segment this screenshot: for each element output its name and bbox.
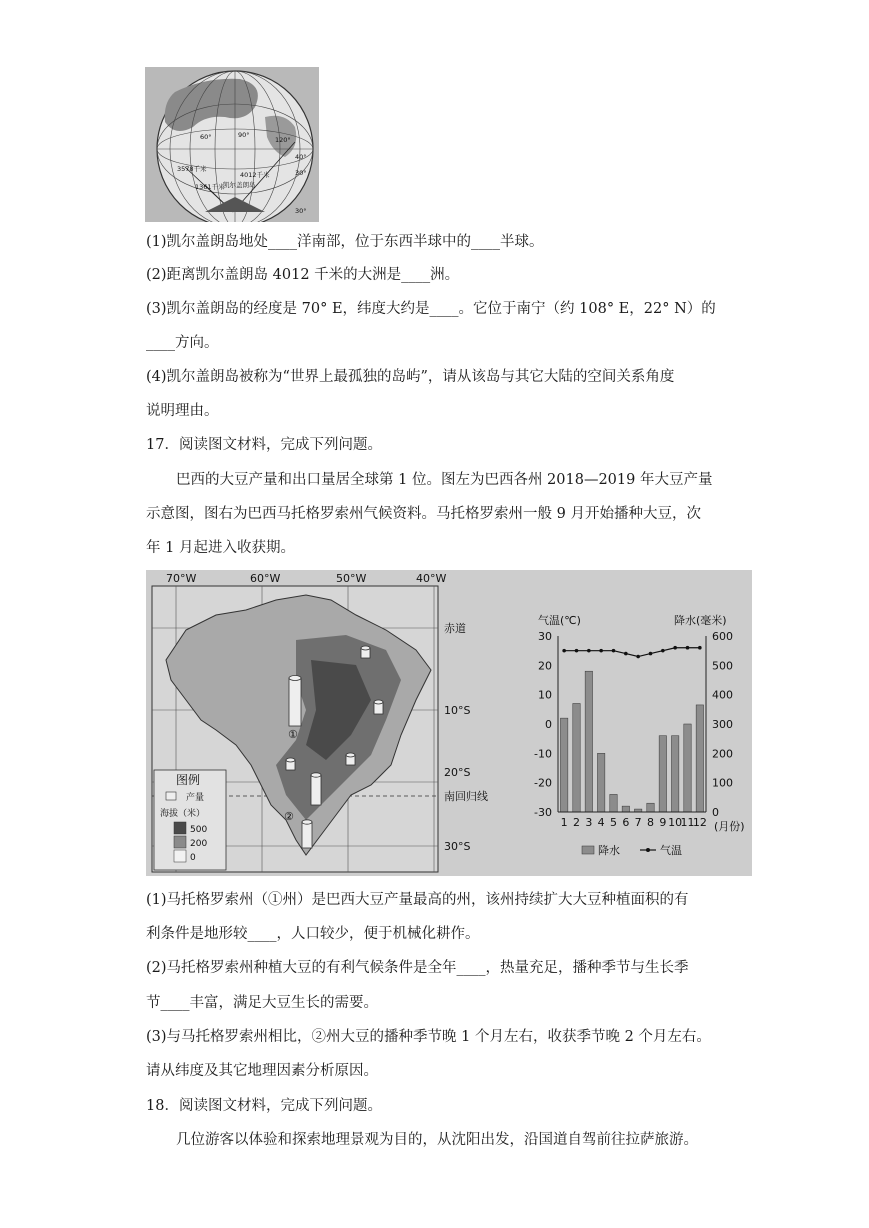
legend-precip-swatch	[582, 846, 594, 854]
map-lon-label: 60°W	[250, 572, 281, 585]
legend-temp-label: 气温	[660, 844, 682, 857]
brazil-figure	[146, 570, 752, 876]
globe-label: 凯尔盖朗岛	[223, 181, 256, 189]
precipitation-bar	[647, 803, 654, 812]
globe-label: 60°	[200, 133, 212, 141]
q16-part3-line2: ____方向。	[146, 335, 219, 351]
chart-x-tick-label: 11	[680, 816, 695, 829]
temperature-point	[686, 646, 690, 650]
map-lon-label: 70°W	[166, 572, 197, 585]
chart-right-axis-label: 降水(毫米)	[674, 614, 727, 627]
q17-title: 17．阅读图文材料，完成下列问题。	[146, 437, 382, 453]
q16-part1: (1)凯尔盖朗岛地处____洋南部，位于东西半球中的____半球。	[146, 234, 544, 250]
chart-left-tick-label: 10	[538, 688, 552, 702]
temperature-point	[562, 649, 566, 653]
temperature-point	[649, 652, 653, 656]
chart-right-tick-label: 0	[712, 806, 719, 819]
precipitation-bar	[622, 806, 629, 812]
legend-title: 图例	[176, 773, 201, 787]
globe-figure	[145, 67, 319, 222]
q17-part3-line1: (3)与马托格罗索州相比，②州大豆的播种季节晚 1 个月左右，收获季节晚 2 个月左右。	[146, 1029, 711, 1045]
temperature-point	[661, 649, 665, 653]
chart-right-tick-label: 600	[712, 630, 733, 643]
brazil-figure-svg	[146, 570, 752, 876]
q17-paragraph-line3: 年 1 月起进入收获期。	[146, 540, 295, 556]
q18-paragraph: 几位游客以体验和探索地理景观为目的，从沈阳出发，沿国道自驾前往拉萨旅游。	[176, 1132, 698, 1148]
temperature-point	[624, 652, 628, 656]
chart-right-tick-label: 100	[712, 776, 733, 790]
q17-part1-line1: (1)马托格罗索州（①州）是巴西大豆产量最高的州，该州持续扩大大豆种植面积的有	[146, 892, 689, 908]
globe-label: 120°	[275, 136, 291, 144]
q17-paragraph-line1: 巴西的大豆产量和出口量居全球第 1 位。图左为巴西各州 2018—2019 年大豆产量	[176, 472, 713, 488]
temperature-point	[575, 649, 579, 653]
chart-x-tick-label: 4	[597, 816, 605, 829]
precipitation-bar	[684, 724, 691, 812]
map-lat-label: 赤道	[444, 622, 466, 635]
chart-x-tick-label: 12	[692, 816, 707, 829]
map-lat-label: 20°S	[444, 766, 471, 779]
precipitation-bar	[597, 753, 604, 812]
map-lat-label: 南回归线	[444, 790, 488, 803]
chart-x-label: (月份)	[714, 820, 745, 833]
map-lat-label: 10°S	[444, 704, 471, 717]
legend-level: 0	[190, 853, 196, 863]
map-lon-label: 40°W	[416, 572, 447, 585]
legend-production-label: 产量	[186, 793, 205, 803]
q17-part3-line2: 请从纬度及其它地理因素分析原因。	[146, 1063, 378, 1079]
chart-left-tick-label: 30	[538, 630, 552, 643]
chart-left-tick-label: -10	[534, 747, 552, 761]
q17-paragraph-line2: 示意图，图右为巴西马托格罗索州气候资料。马托格罗索州一般 9 月开始播种大豆，次	[146, 506, 701, 522]
legend-temp-dot	[646, 848, 650, 852]
globe-label: 30°	[295, 169, 307, 177]
q18-title: 18．阅读图文材料，完成下列问题。	[146, 1098, 382, 1114]
precipitation-bar	[696, 705, 703, 812]
map-state-2-mark: ②	[284, 810, 294, 823]
legend-level: 500	[190, 825, 208, 835]
chart-left-tick-label: 20	[538, 659, 552, 673]
q16-part3-line1: (3)凯尔盖朗岛的经度是 70° E，纬度大约是____。它位于南宁（约 108° E，22° N）的	[146, 301, 716, 317]
temperature-point	[698, 646, 702, 650]
q17-part2-line2: 节____丰富，满足大豆生长的需要。	[146, 995, 378, 1011]
legend-precip-label: 降水	[598, 844, 620, 857]
chart-x-tick-label: 7	[634, 816, 642, 829]
precipitation-bar	[560, 718, 567, 812]
legend-level: 200	[190, 839, 208, 849]
globe-svg	[145, 67, 319, 222]
q16-part4-line1: (4)凯尔盖朗岛被称为“世界上最孤独的岛屿”，请从该岛与其它大陆的空间关系角度	[146, 369, 675, 385]
q16-part4-line2: 说明理由。	[146, 403, 219, 419]
precipitation-bar	[585, 671, 592, 812]
chart-right-tick-label: 400	[712, 688, 733, 702]
chart-x-tick-label: 5	[610, 816, 617, 829]
globe-label: 30°	[295, 207, 307, 215]
globe-label: 1361千米	[195, 183, 225, 191]
temperature-point	[636, 655, 640, 659]
map-lon-label: 50°W	[336, 572, 367, 585]
chart-right-tick-label: 200	[712, 747, 733, 761]
chart-left-axis-label: 气温(℃)	[538, 614, 581, 627]
chart-x-tick-label: 9	[659, 816, 667, 829]
map-lat-label: 30°S	[444, 840, 471, 853]
map-legend	[154, 770, 226, 870]
chart-x-tick-label: 6	[622, 816, 630, 829]
globe-label: 4012千米	[240, 171, 270, 179]
temperature-point	[599, 649, 603, 653]
precipitation-bar	[610, 794, 617, 812]
temperature-point	[673, 646, 677, 650]
chart-x-tick-label: 3	[585, 816, 593, 829]
chart-left-tick-label: 0	[545, 718, 552, 731]
temperature-point	[612, 649, 616, 653]
precipitation-bar	[659, 736, 666, 812]
chart-right-tick-label: 300	[712, 718, 733, 731]
chart-left-tick-label: -30	[534, 806, 552, 819]
q17-part1-line2: 利条件是地形较____，人口较少，便于机械化耕作。	[146, 926, 480, 942]
q16-part2: (2)距离凯尔盖朗岛 4012 千米的大洲是____洲。	[146, 267, 460, 283]
globe-label: 40°	[295, 153, 307, 161]
globe-label: 90°	[238, 131, 250, 139]
chart-x-tick-label: 8	[647, 816, 654, 829]
q17-part2-line1: (2)马托格罗索州种植大豆的有利气候条件是全年____，热量充足，播种季节与生长季	[146, 960, 689, 976]
chart-right-tick-label: 500	[712, 659, 733, 673]
legend-elevation-label: 海拔（米）	[160, 809, 206, 819]
chart-x-tick-label: 1	[560, 816, 568, 829]
temperature-point	[587, 649, 591, 653]
chart-x-tick-label: 10	[668, 816, 683, 829]
chart-x-tick-label: 2	[573, 816, 580, 829]
precipitation-bar	[573, 703, 580, 812]
globe-label: 3578千米	[177, 165, 207, 173]
map-state-1-mark: ①	[288, 728, 298, 741]
chart-left-tick-label: -20	[534, 776, 552, 790]
precipitation-bar	[671, 736, 678, 812]
